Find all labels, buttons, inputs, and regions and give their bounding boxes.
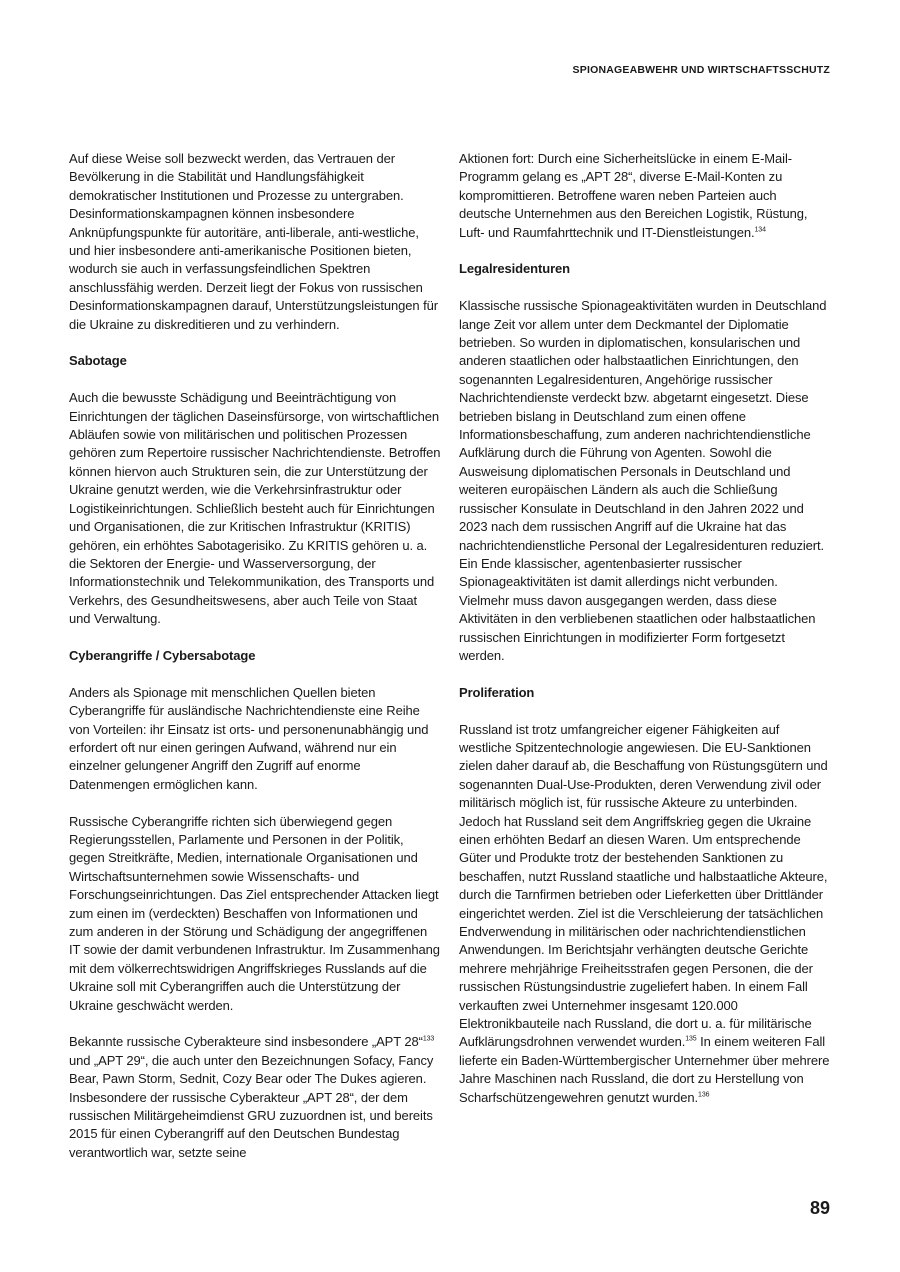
legal-residenturen-paragraph: Klassische russische Spionageaktivitäten wurden in Deutschland lange Zeit vor allem unter dem Deckmantel der Diplomatie betrieben. So wurden in diplomatischen, konsularischen und anderen staatlichen oder halbstaatlichen Einrichtungen, den sogenannten Legalresidenturen, Angehörige russischer Nachrichtendienste verdeckt bzw. abgetarnt eingesetzt. Diese betrieben bislang in Deutschland zum einen offene Informationsbeschaffung, zum anderen nachrichtendienstliche Aufklärung durch die Führung von Agenten. Sowohl die Ausweisung diplomatischen Personals in Deutschland und weiteren europäischen Ländern als auch die Schließung russischer Konsulate in Deutschland in den Jahren 2022 und 2023 nach dem russischen Angriff auf die Ukraine hat das nachrichtendienstliche Personal der Legalresidenturen reduziert. Ein Ende klassischer, agentenbasierter russischer Spionageaktivitäten ist damit allerdings nicht verbunden. Vielmehr muss davon ausgegangen werden, dass diese Aktivitäten in den verbliebenen staatlichen oder halbstaatlichen russischen Einrichtungen in modifizierter Form fortgesetzt werden. [459,298,827,663]
proliferation-heading: Proliferation [459,684,535,700]
footnote-134: 134 [754,226,766,234]
proliferation-paragraph [459,721,831,1108]
legal-residenturen-heading: Legalresidenturen [459,261,570,277]
left-column [69,150,441,1181]
footnote-136: 136 [698,1091,710,1099]
intro-paragraph: Auf diese Weise soll bezweckt werden, das Vertrauen der Bevölkerung in die Stabilität und Handlungsfähigkeit demokratischer Institutionen und Prozesse zu untergraben. Desinformationskampagnen können insbesondere Anknüpfungspunkte für autoritäre, anti-liberale, anti-westliche, und hier insbesondere anti-amerikanische Positionen bieten, wodurch sie auch in verfassungsfeindlichen Spektren anschlussfähig werden. Derzeit liegt der Fokus von russischen Desinformationskampagnen darauf, Unterstützungsleistungen für die Ukraine zu diskreditieren und zu verhindern. [69,151,438,332]
right-column [459,150,831,1125]
footnote-135: 135 [685,1036,697,1044]
cyber-paragraph-3-part-b: und „APT 29“, die auch unter den Bezeichnungen Sofacy, Fancy Bear, Pawn Storm, Sednit, Cozy Bear oder The Dukes agieren. Insbesondere der russische Cyberakteur „APT 28“, der dem russischen Militärgeheimdienst GRU zuzuordnen ist, und bereits 2015 für einen Cyberangriff auf den Deutschen Bundestag verantwortlich war, setzte seine [69,1052,434,1160]
cyber-paragraph-2: Russische Cyberangriffe richten sich überwiegend gegen Regierungsstellen, Parlamente und Personen in der Politik, gegen Streitkräfte, Medien, internationale Organisationen und Wirtschaftsunternehmen sowie Wissenschafts- und Forschungseinrichtungen. Das Ziel entsprechender Attacken liegt zum einen im (verdeckten) Beschaffen von Informationen und zum anderen in der Störung und Schädigung der angegriffenen IT sowie der damit verbundenen Infrastruktur. Im Zusammenhang mit dem völkerrechtswidrigen Angriffskrieges Russlands auf die Ukraine soll mit Cyberangriffen auch die Unterstützung der Ukraine geschwächt werden. [69,813,440,1013]
sabotage-heading: Sabotage [69,353,127,369]
section-header: SPIONAGEABWEHR UND WIRTSCHAFTSSCHUTZ [572,64,830,76]
cyber-paragraph-1: Anders als Spionage mit menschlichen Quellen bieten Cyberangriffe für ausländische Nachrichtendienste eine Reihe von Vorteilen: ihr Einsatz ist orts- und personenunabhängig und erfordert oft nur einen geringen Aufwand, während nur ein einzelner gelungener Angriff den Zugriff auf enorme Datenmengen ermöglichen kann. [69,684,429,792]
proliferation-part-a: Russland ist trotz umfangreicher eigener Fähigkeiten auf westliche Spitzentechnologie angewiesen. Die EU-Sanktionen zielen daher darauf ab, die Beschaffung von Rüstungsgütern und sogenannten Dual-Use-Produkten, deren Verwendung zivil oder militärisch möglich ist, für russische Akteure zu unterbinden. Jedoch hat Russland seit dem Angriffskrieg gegen die Ukraine einen erhöhten Bedarf an diesen Waren. Um entsprechende Güter und Produkte trotz der bestehenden Sanktionen zu beschaffen, nutzt Russland staatliche und halbstaatliche Akteure, durch die Tarnfirmen betrieben oder Lieferketten über Drittländer eingerichtet werden. Ziel ist die Verschleierung der tatsächlichen Endverwendung in militärischen oder nachrichtendienstlichen Anwendungen. Im Berichtsjahr verhängten deutsche Gerichte mehrere mehrjährige Freiheitsstrafen gegen Personen, die der russischen Rüstungsindustrie zugeliefert haben. In einem Fall verkauften zwei Unternehmer insgesamt 120.000 Elektronikbauteile nach Russland, die dort u. a. für militärische Aufklärungsdrohnen verwendet wurden. [459,721,828,1050]
proliferation-part-b: In einem weiteren Fall lieferte ein Baden-Württembergischer Unternehmer über mehrere Jahre Maschinen nach Russland, die dort zu Herstellung von Scharfschützengewehren genutzt wurden. [459,1034,830,1105]
cyber-heading: Cyberangriffe / Cybersabotage [69,647,256,663]
page-number: 89 [809,1198,830,1218]
continuation-text: Aktionen fort: Durch eine Sicherheitslücke in einem E-Mail-Programm gelang es „APT 28“, diverse E-Mail-Konten zu kompromittieren. Betroffene waren neben Parteien auch deutsche Unternehmen aus den Bereichen Logistik, Rüstung, Luft- und Raumfahrttechnik und IT-Dienstleistungen. [459,151,808,240]
cyber-paragraph-3-part-a: Bekannte russische Cyberakteure sind insbesondere „APT 28“ [69,1034,423,1050]
cyber-paragraph-3 [69,1033,441,1162]
continuation-paragraph [459,150,831,242]
sabotage-paragraph: Auch die bewusste Schädigung und Beeinträchtigung von Einrichtungen der täglichen Daseinsfürsorge, von wirtschaftlichen Abläufen sowie von militärischen und politischen Prozessen gehören zum Repertoire russischer Nachrichtendienste. Betroffen können hiervon auch Strukturen sein, die zur Unterstützung der Ukraine genutzt werden, wie die Verkehrsinfrastruktur oder Logistikeinrichtungen. Schließlich besteht auch für Einrichtungen und Organisationen, die zur Kritischen Infrastruktur (KRITIS) gehören, ein erhöhtes Sabotagerisiko. Zu KRITIS gehören u. a. die Sektoren der Energie- und Wasserversorgung, der Informationstechnik und Telekommunikation, des Transports und Verkehrs, des Gesundheitswesens, aber auch Teile von Staat und Verwaltung. [69,390,441,627]
footnote-133: 133 [422,1036,435,1044]
